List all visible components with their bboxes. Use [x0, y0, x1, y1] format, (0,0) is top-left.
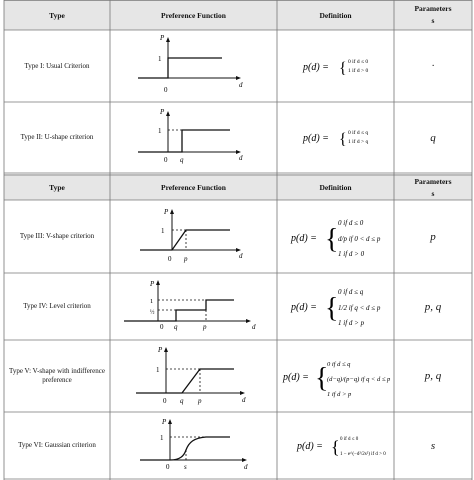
row-1-type: Type I: Usual Criterion — [24, 61, 90, 70]
header-parameters — [394, 0, 472, 30]
row-3-definition — [277, 200, 394, 273]
row-6-definition — [277, 412, 394, 479]
row-4-parameters: p, q — [424, 300, 442, 313]
svg-text:d/p if 0 < d ≤ p: d/p if 0 < d ≤ p — [338, 235, 381, 243]
svg-text:1: 1 — [158, 127, 162, 135]
svg-text:d: d — [239, 154, 243, 162]
y-axis-label: P — [160, 34, 165, 42]
row-2-graph — [110, 102, 277, 173]
header-type: Type — [49, 10, 65, 20]
svg-text:1: 1 — [150, 298, 154, 305]
svg-text:P: P — [160, 108, 165, 116]
svg-text:p(d) =: p(d) = — [291, 302, 317, 313]
svg-text:0: 0 — [166, 463, 170, 471]
svg-text:P: P — [162, 418, 167, 426]
svg-text:0 if d ≤ q: 0 if d ≤ q — [338, 288, 364, 296]
svg-text:{: { — [325, 293, 339, 324]
svg-text:p: p — [184, 255, 188, 263]
row-5-graph — [110, 340, 277, 412]
header-preference-function-2: Preference Function — [161, 183, 226, 192]
row-1-parameters: · — [431, 60, 435, 72]
svg-text:1 if d > 0: 1 if d > 0 — [338, 250, 365, 258]
svg-text:q: q — [180, 397, 184, 405]
svg-text:1 − e^(−d²/2s²) if d > 0: 1 − e^(−d²/2s²) if d > 0 — [340, 452, 386, 457]
svg-text:1/2 if q < d ≤ p: 1/2 if q < d ≤ p — [338, 304, 381, 312]
row-3-type: Type III: V-shape criterion — [19, 232, 95, 240]
definition-lhs: p(d) = — [303, 62, 329, 73]
svg-text:d: d — [244, 463, 248, 471]
row-3-parameters: p — [430, 230, 436, 243]
svg-text:0 if d ≤ 0: 0 if d ≤ 0 — [340, 437, 359, 442]
row-4-graph — [110, 273, 277, 340]
svg-text:1: 1 — [161, 227, 165, 235]
svg-text:p(d) =: p(d) = — [283, 372, 309, 383]
svg-text:0 if d ≤ q: 0 if d ≤ q — [327, 361, 351, 368]
row-5-parameters: p, q — [424, 370, 442, 382]
row-2-definition — [277, 102, 394, 173]
row-6-type: Type VI: Gaussian criterion — [18, 441, 96, 449]
svg-text:0 if d ≤ q: 0 if d ≤ q — [348, 130, 369, 136]
svg-text:d: d — [239, 252, 243, 260]
svg-text:1: 1 — [160, 434, 164, 442]
case-1: 0 if d ≤ 0 — [348, 59, 369, 65]
row-1-definition — [277, 30, 394, 102]
row-2-parameters: q — [430, 131, 436, 144]
svg-text:1 if d > p: 1 if d > p — [327, 391, 352, 398]
svg-text:d: d — [242, 396, 246, 404]
svg-text:q: q — [180, 156, 184, 164]
row-5-type: Type V: V-shape with indifference preference — [9, 367, 105, 384]
header-definition: Definition — [319, 10, 352, 20]
svg-text:d: d — [252, 323, 256, 331]
svg-text:½: ½ — [150, 310, 155, 316]
svg-text:p: p — [198, 397, 202, 405]
header-parameters-label: Parameters — [414, 4, 452, 13]
svg-text:1 if d > p: 1 if d > p — [338, 319, 365, 327]
svg-text:{: { — [325, 224, 339, 255]
row-6-graph — [110, 412, 277, 479]
svg-text:{: { — [315, 363, 329, 394]
svg-text:P: P — [150, 280, 155, 288]
header-parameters-2 — [394, 175, 472, 200]
svg-text:0 if d ≤ 0: 0 if d ≤ 0 — [338, 219, 364, 227]
row-6-parameters: s — [430, 439, 436, 452]
svg-text:p(d) =: p(d) = — [291, 233, 317, 244]
svg-text:p: p — [203, 323, 207, 331]
svg-text:0: 0 — [164, 156, 168, 164]
header-definition-2: Definition — [319, 183, 352, 192]
svg-text:0: 0 — [160, 323, 164, 331]
svg-text:P: P — [158, 346, 163, 354]
x-tick-0: 0 — [164, 86, 168, 94]
svg-text:0: 0 — [168, 255, 172, 263]
row-2-type: Type II: U-shape criterion — [20, 133, 94, 141]
svg-text:1 if d > q: 1 if d > q — [348, 139, 369, 145]
svg-text:{: { — [331, 437, 340, 457]
svg-text:q: q — [174, 323, 178, 331]
row-4-type: Type IV: Level criterion — [23, 302, 91, 310]
svg-text:1: 1 — [156, 366, 160, 374]
svg-text:P: P — [164, 208, 169, 216]
y-tick-1: 1 — [158, 55, 162, 63]
row-1-graph — [110, 30, 277, 102]
header-type-2: Type — [49, 183, 65, 192]
svg-text:{: { — [339, 131, 347, 148]
svg-text:s: s — [184, 463, 187, 471]
row-3-graph — [110, 200, 277, 273]
svg-text:(d−q)/(p−q) if q < d ≤ p: (d−q)/(p−q) if q < d ≤ p — [327, 376, 391, 383]
header-preference-function: Preference Function — [161, 10, 226, 20]
header-parameters-label-2: Parameters — [414, 176, 452, 186]
svg-text:p(d) =: p(d) = — [303, 133, 329, 144]
header-parameters-sub: s — [431, 16, 435, 25]
svg-text:p(d) =: p(d) = — [297, 441, 323, 452]
x-axis-label: d — [239, 81, 243, 89]
row-4-definition — [277, 273, 394, 340]
preference-curve — [138, 58, 222, 78]
row-5-definition — [277, 340, 394, 412]
case-2: 1 if d > 0 — [348, 68, 369, 74]
svg-text:0: 0 — [163, 397, 167, 405]
brace: { — [339, 60, 347, 77]
header-parameters-sub-2: s — [431, 188, 435, 198]
